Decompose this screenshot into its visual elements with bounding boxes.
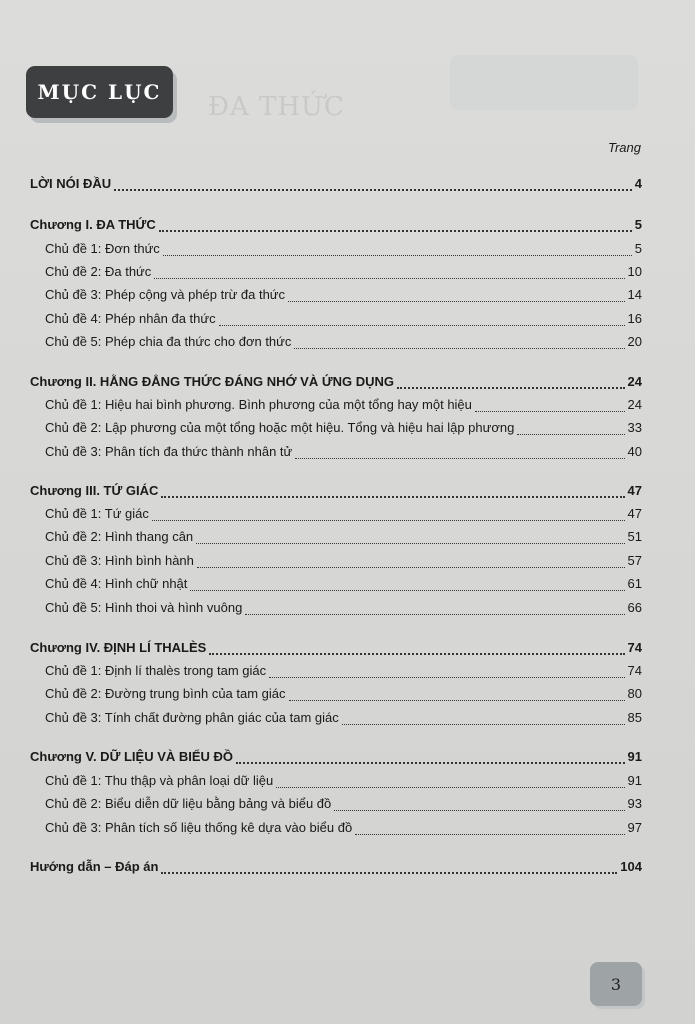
toc-entry-page: 24 bbox=[627, 374, 642, 389]
toc-entry-page: 16 bbox=[627, 311, 642, 326]
toc-entry-page: 47 bbox=[627, 483, 642, 498]
toc-topic-entry[interactable] bbox=[30, 420, 642, 438]
toc-entry-label: Chủ đề 1: Tứ giác bbox=[45, 506, 149, 521]
toc-entry-page: 4 bbox=[634, 176, 642, 191]
toc-entry-page: 97 bbox=[627, 820, 642, 835]
toc-topic-entry[interactable] bbox=[30, 773, 642, 791]
toc-entry-page: 91 bbox=[627, 773, 642, 788]
toc-entry-label: Chủ đề 5: Phép chia đa thức cho đơn thức bbox=[45, 334, 292, 349]
toc-entry-page: 74 bbox=[627, 640, 642, 655]
toc-entry-label: Chủ đề 2: Đa thức bbox=[45, 264, 152, 279]
toc-entry-label: Chủ đề 3: Hình bình hành bbox=[45, 553, 194, 568]
toc-topic-entry[interactable] bbox=[30, 820, 642, 838]
toc-entry-label: Chủ đề 1: Định lí thalès trong tam giác bbox=[45, 663, 267, 678]
dot-leader bbox=[517, 433, 624, 435]
dot-leader bbox=[161, 495, 624, 498]
toc-topic-entry[interactable] bbox=[30, 397, 642, 415]
toc-entry-page: 33 bbox=[627, 420, 642, 435]
toc-topic-entry[interactable] bbox=[30, 600, 642, 618]
dot-leader bbox=[159, 229, 632, 232]
dot-leader bbox=[288, 300, 625, 302]
toc-entry-label: LỜI NÓI ĐẦU bbox=[30, 176, 112, 191]
toc-entry-page: 80 bbox=[627, 686, 642, 701]
bleed-through-heading: ĐA THỨC bbox=[208, 92, 345, 122]
toc-entry-label: Chủ đề 3: Tính chất đường phân giác của tam giác bbox=[45, 710, 339, 725]
dot-leader bbox=[152, 519, 625, 521]
toc-entry-page: 40 bbox=[627, 444, 642, 459]
dot-leader bbox=[475, 410, 625, 412]
dot-leader bbox=[276, 786, 624, 788]
toc-chapter-entry[interactable] bbox=[30, 749, 642, 767]
toc-entry-label: Chủ đề 4: Phép nhân đa thức bbox=[45, 311, 216, 326]
toc-entry-label: Chủ đề 5: Hình thoi và hình vuông bbox=[45, 600, 243, 615]
toc-entry-page: 66 bbox=[627, 600, 642, 615]
bleed-through-banner bbox=[450, 55, 638, 110]
toc-chapter-entry[interactable] bbox=[30, 374, 642, 392]
toc-chapter-entry[interactable] bbox=[30, 176, 642, 194]
toc-entry-label: Chương IV. ĐỊNH LÍ THALÈS bbox=[30, 640, 207, 655]
page-column-label: Trang bbox=[608, 140, 641, 155]
toc-entry-label: Chương V. DỮ LIỆU VÀ BIỂU ĐỒ bbox=[30, 749, 234, 764]
dot-leader bbox=[209, 652, 624, 655]
toc-topic-entry[interactable] bbox=[30, 444, 642, 462]
toc-entry-label: Chương III. TỨ GIÁC bbox=[30, 483, 159, 498]
dot-leader bbox=[163, 254, 632, 256]
toc-topic-entry[interactable] bbox=[30, 241, 642, 259]
toc-topic-entry[interactable] bbox=[30, 529, 642, 547]
dot-leader bbox=[196, 542, 624, 544]
toc-entry-page: 93 bbox=[627, 796, 642, 811]
toc-topic-entry[interactable] bbox=[30, 287, 642, 305]
toc-entry-page: 10 bbox=[627, 264, 642, 279]
toc-entry-label: Chủ đề 4: Hình chữ nhật bbox=[45, 576, 188, 591]
toc-entry-label: Chương II. HẰNG ĐẲNG THỨC ĐÁNG NHỚ VÀ ỨNG DỤNG bbox=[30, 374, 395, 389]
toc-topic-entry[interactable] bbox=[30, 506, 642, 524]
toc-topic-entry[interactable] bbox=[30, 686, 642, 704]
toc-entry-label: Chương I. ĐA THỨC bbox=[30, 217, 156, 232]
dot-leader bbox=[355, 833, 624, 835]
toc-entry-page: 47 bbox=[627, 506, 642, 521]
toc-chapter-entry[interactable] bbox=[30, 859, 642, 877]
toc-entry-label: Chủ đề 3: Phân tích đa thức thành nhân tử bbox=[45, 444, 293, 459]
toc-entry-label: Hướng dẫn – Đáp án bbox=[30, 859, 159, 874]
toc-entry-label: Chủ đề 1: Hiệu hai bình phương. Bình phương của một tổng hay một hiệu bbox=[45, 397, 472, 412]
toc-chapter-entry[interactable] bbox=[30, 483, 642, 501]
toc-topic-entry[interactable] bbox=[30, 796, 642, 814]
toc-entry-label: Chủ đề 2: Hình thang cân bbox=[45, 529, 194, 544]
toc-topic-entry[interactable] bbox=[30, 334, 642, 352]
toc-topic-entry[interactable] bbox=[30, 576, 642, 594]
page-title: MỤC LỤC bbox=[37, 80, 162, 104]
dot-leader bbox=[269, 676, 624, 678]
toc-entry-label: Chủ đề 3: Phép cộng và phép trừ đa thức bbox=[45, 287, 286, 302]
toc-entry-page: 74 bbox=[627, 663, 642, 678]
dot-leader bbox=[190, 589, 624, 591]
dot-leader bbox=[114, 188, 632, 191]
dot-leader bbox=[295, 457, 624, 459]
toc-topic-entry[interactable] bbox=[30, 710, 642, 728]
toc-topic-entry[interactable] bbox=[30, 553, 642, 571]
dot-leader bbox=[154, 277, 624, 279]
dot-leader bbox=[161, 871, 617, 874]
toc-entry-page: 57 bbox=[627, 553, 642, 568]
dot-leader bbox=[219, 324, 625, 326]
dot-leader bbox=[289, 699, 625, 701]
dot-leader bbox=[334, 809, 624, 811]
toc-entry-page: 20 bbox=[627, 334, 642, 349]
toc-entry-page: 85 bbox=[627, 710, 642, 725]
page-number-badge bbox=[590, 962, 642, 1006]
page-number: 3 bbox=[610, 974, 622, 994]
toc-entry-page: 104 bbox=[620, 859, 642, 874]
toc-entry-label: Chủ đề 2: Lập phương của một tổng hoặc một hiệu. Tổng và hiệu hai lập phương bbox=[45, 420, 515, 435]
toc-entry-label: Chủ đề 2: Biểu diễn dữ liệu bằng bảng và biểu đồ bbox=[45, 796, 332, 811]
page-title-badge bbox=[26, 66, 173, 118]
toc-entry-page: 91 bbox=[627, 749, 642, 764]
dot-leader bbox=[397, 386, 625, 389]
toc-entry-label: Chủ đề 3: Phân tích số liệu thống kê dựa vào biểu đồ bbox=[45, 820, 353, 835]
toc-entry-page: 24 bbox=[627, 397, 642, 412]
dot-leader bbox=[342, 723, 625, 725]
dot-leader bbox=[236, 761, 625, 764]
toc-topic-entry[interactable] bbox=[30, 663, 642, 681]
dot-leader bbox=[245, 613, 624, 615]
dot-leader bbox=[294, 347, 624, 349]
toc-chapter-entry[interactable] bbox=[30, 217, 642, 235]
toc-entry-page: 5 bbox=[634, 241, 642, 256]
toc-entry-page: 61 bbox=[627, 576, 642, 591]
toc-entry-label: Chủ đề 1: Đơn thức bbox=[45, 241, 160, 256]
dot-leader bbox=[197, 566, 625, 568]
toc-entry-page: 5 bbox=[634, 217, 642, 232]
toc-entry-page: 14 bbox=[627, 287, 642, 302]
toc-topic-entry[interactable] bbox=[30, 311, 642, 329]
toc-entry-page: 51 bbox=[627, 529, 642, 544]
toc-entry-label: Chủ đề 2: Đường trung bình của tam giác bbox=[45, 686, 286, 701]
toc-entry-label: Chủ đề 1: Thu thập và phân loại dữ liệu bbox=[45, 773, 274, 788]
toc-chapter-entry[interactable] bbox=[30, 640, 642, 658]
toc-topic-entry[interactable] bbox=[30, 264, 642, 282]
